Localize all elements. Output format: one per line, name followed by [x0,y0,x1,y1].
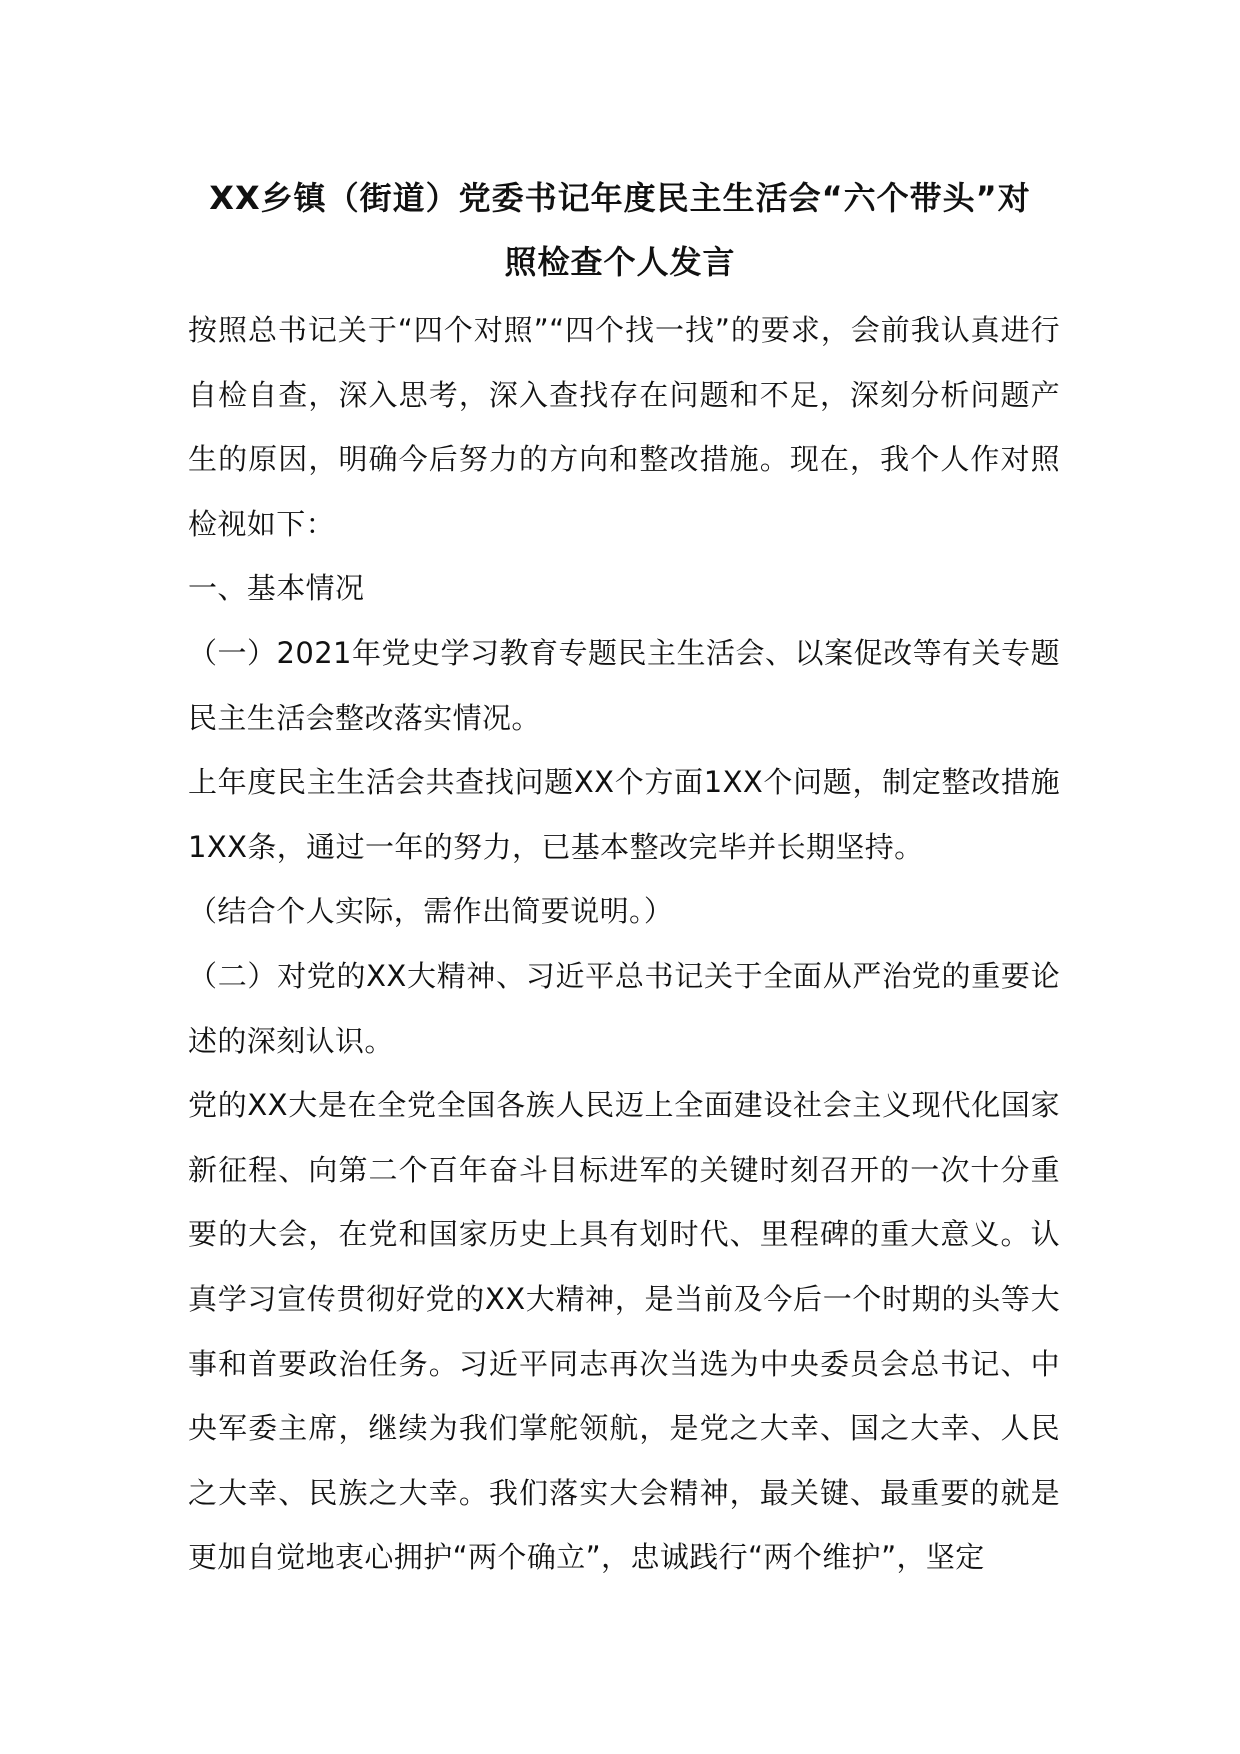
title-line-2: 照检查个人发言 [504,243,736,281]
note-paragraph: （结合个人实际，需作出简要说明。） [188,894,674,929]
title-line-1: XX乡镇（街道）党委书记年度民主生活会“六个带头”对 [209,179,1031,217]
subsection-heading-2: （二）对党的XX大精神、习近平总书记关于全面从严治党的重要论述的深刻认识。 [188,958,1060,1058]
subsection-heading-1: （一）2021年党史学习教育专题民主生活会、以案促改等有关专题民主生活会整改落实情况。 [188,635,1060,735]
document-title [160,166,1080,294]
body-paragraph: 党的XX大是在全党全国各族人民迈上全面建设社会主义现代化国家新征程、向第二个百年奋斗目标进军的关键时刻召开的一次十分重要的大会，在党和国家历史上具有划时代、里程碑的重大意义。认真学习宣传贯彻好党的XX大精神，是当前及今后一个时期的头等大事和首要政治任务。习近平同志再次当选为中央委员会总书记、中央军委主席，继续为我们掌舵领航，是党之大幸、国之大幸、人民之大幸、民族之大幸。我们落实大会精神，最关键、最重要的就是更加自觉地衷心拥护“两个确立”，忠诚践行“两个维护”，坚定 [188,1088,1060,1575]
body-paragraph: 上年度民主生活会共查找问题XX个方面1XX个问题，制定整改措施1XX条，通过一年的努力，已基本整改完毕并长期坚持。 [188,765,1060,864]
intro-paragraph: 按照总书记关于“四个对照”“四个找一找”的要求，会前我认真进行自检自查，深入思考，深入查找存在问题和不足，深刻分析问题产生的原因，明确今后努力的方向和整改措施。现在，我个人作对照检视如下： [188,313,1060,541]
document-body [188,298,1060,1590]
section-heading-basic-situation: 一、基本情况 [188,571,365,606]
